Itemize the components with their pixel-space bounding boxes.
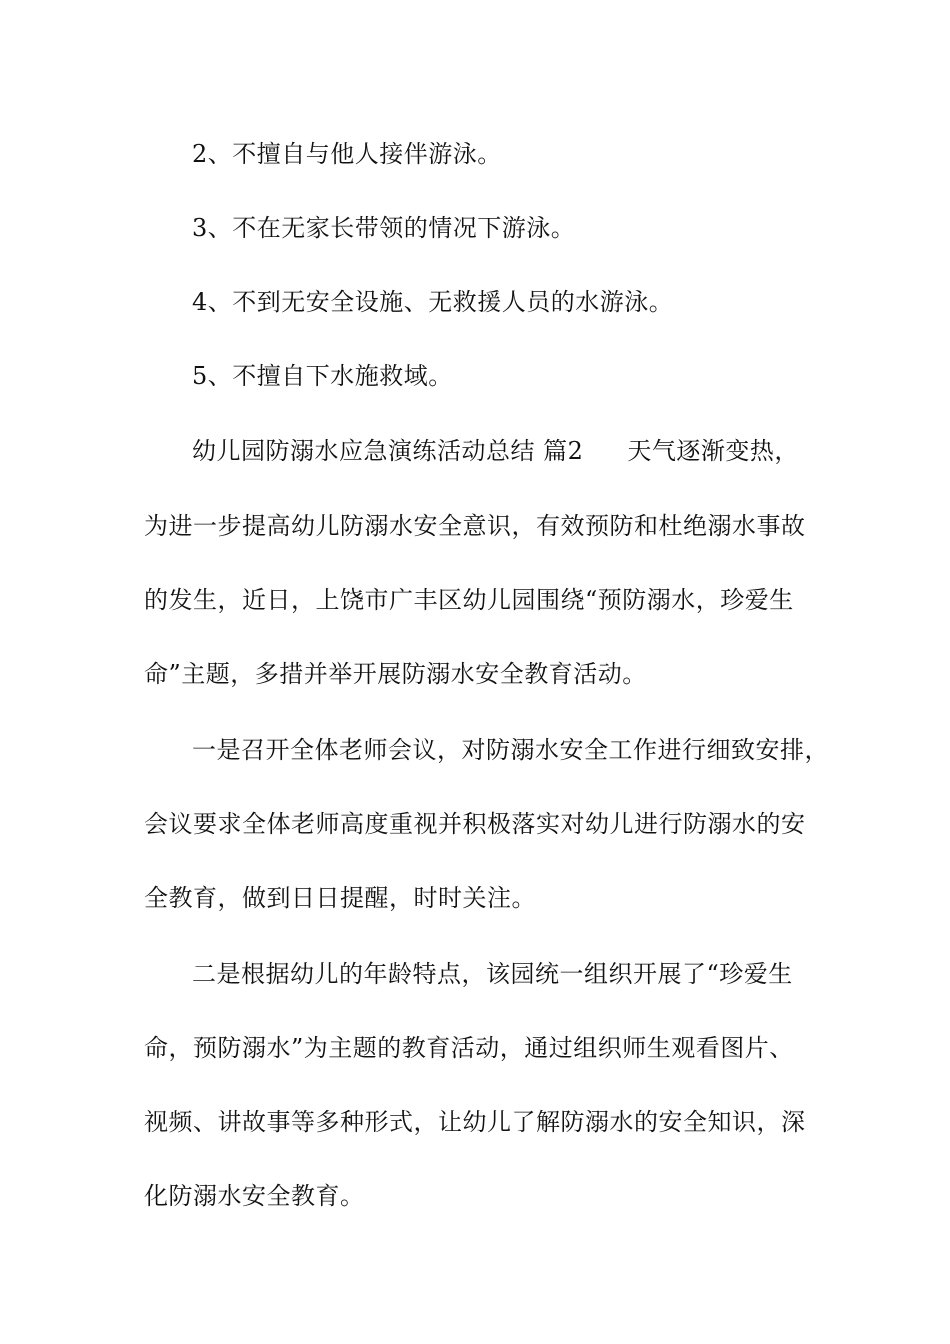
- paragraph-line: 视频、讲故事等多种形式，让幼儿了解防溺水的安全知识，深: [144, 1108, 806, 1136]
- paragraph-line: 会议要求全体老师高度重视并积极落实对幼儿进行防溺水的安: [144, 810, 806, 838]
- paragraph-line: 全教育，做到日日提醒，时时关注。: [144, 884, 536, 912]
- paragraph-line: 命，预防溺水”为主题的教育活动，通过组织师生观看图片、: [144, 1034, 794, 1062]
- list-item: 2、不擅自与他人接伴游泳。: [192, 140, 502, 168]
- paragraph-line: 的发生，近日，上饶市广丰区幼儿园围绕“预防溺水，珍爱生: [144, 586, 794, 614]
- paragraph-line: 一是召开全体老师会议，对防溺水安全工作进行细致安排，: [192, 736, 829, 764]
- list-item: 4、不到无安全设施、无救援人员的水游泳。: [192, 288, 674, 316]
- list-item: 5、不擅自下水施救域。: [192, 362, 453, 390]
- paragraph-line: 命”主题，多措并举开展防溺水安全教育活动。: [144, 660, 647, 688]
- section-heading-line: [192, 435, 799, 467]
- list-item: 3、不在无家长带领的情况下游泳。: [192, 214, 576, 242]
- section-heading: 幼儿园防溺水应急演练活动总结 篇2: [192, 437, 584, 465]
- paragraph-line: 二是根据幼儿的年龄特点，该园统一组织开展了“珍爱生: [192, 960, 793, 988]
- paragraph-line: 为进一步提高幼儿防溺水安全意识，有效预防和杜绝溺水事故: [144, 512, 806, 540]
- section-intro-start: 天气逐渐变热，: [627, 437, 799, 465]
- paragraph-line: 化防溺水安全教育。: [144, 1182, 365, 1210]
